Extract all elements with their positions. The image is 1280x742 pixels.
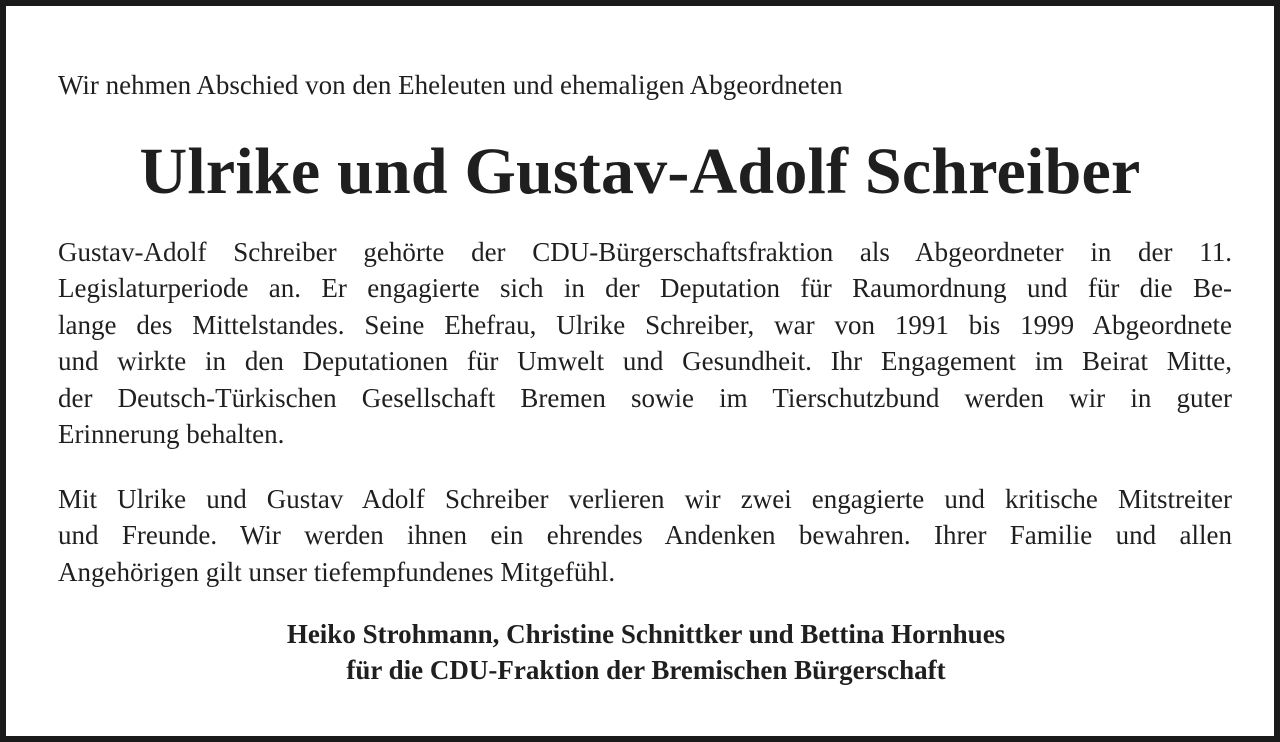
paragraph-line: Mit Ulrike und Gustav Adolf Schreiber verlieren wir zwei engagierte und kritische Mitstreiter	[58, 484, 1232, 514]
deceased-names-heading: Ulrike und Gustav-Adolf Schreiber	[139, 135, 1141, 208]
paragraph-line: Erinnerung behalten.	[58, 419, 285, 450]
paragraph-tribute	[58, 234, 1232, 452]
signature-block	[6, 616, 1280, 688]
paragraph-line: und wirkte in den Deputationen für Umwelt und Gesundheit. Ihr Engagement im Beirat Mitte,	[58, 346, 1232, 377]
organization: für die CDU-Fraktion der Bremischen Bürgerschaft	[346, 655, 946, 685]
paragraph-line: Angehörigen gilt unser tiefempfundenes Mitgefühl.	[58, 556, 616, 587]
paragraph-line: der Deutsch-Türkischen Gesellschaft Bremen sowie im Tierschutzbund werden wir in guter	[58, 382, 1232, 413]
paragraph-condolence	[58, 481, 1232, 590]
paragraph-line: Gustav-Adolf Schreiber gehörte der CDU-Bürgerschaftsfraktion als Abgeordneter in der 11.	[58, 237, 1232, 267]
signatories: Heiko Strohmann, Christine Schnittker und Bettina Hornhues	[286, 619, 1006, 649]
paragraph-line: lange des Mittelstandes. Seine Ehefrau, Ulrike Schreiber, war von 1991 bis 1999 Abgeordnete	[58, 309, 1232, 340]
paragraph-line: Legislaturperiode an. Er engagierte sich in der Deputation für Raumordnung und für die Be-	[58, 273, 1232, 304]
paragraph-line: und Freunde. Wir werden ihnen ein ehrendes Andenken bewahren. Ihrer Familie und allen	[58, 520, 1232, 551]
intro-line: Wir nehmen Abschied von den Eheleuten und ehemaligen Abgeordneten	[58, 70, 843, 100]
